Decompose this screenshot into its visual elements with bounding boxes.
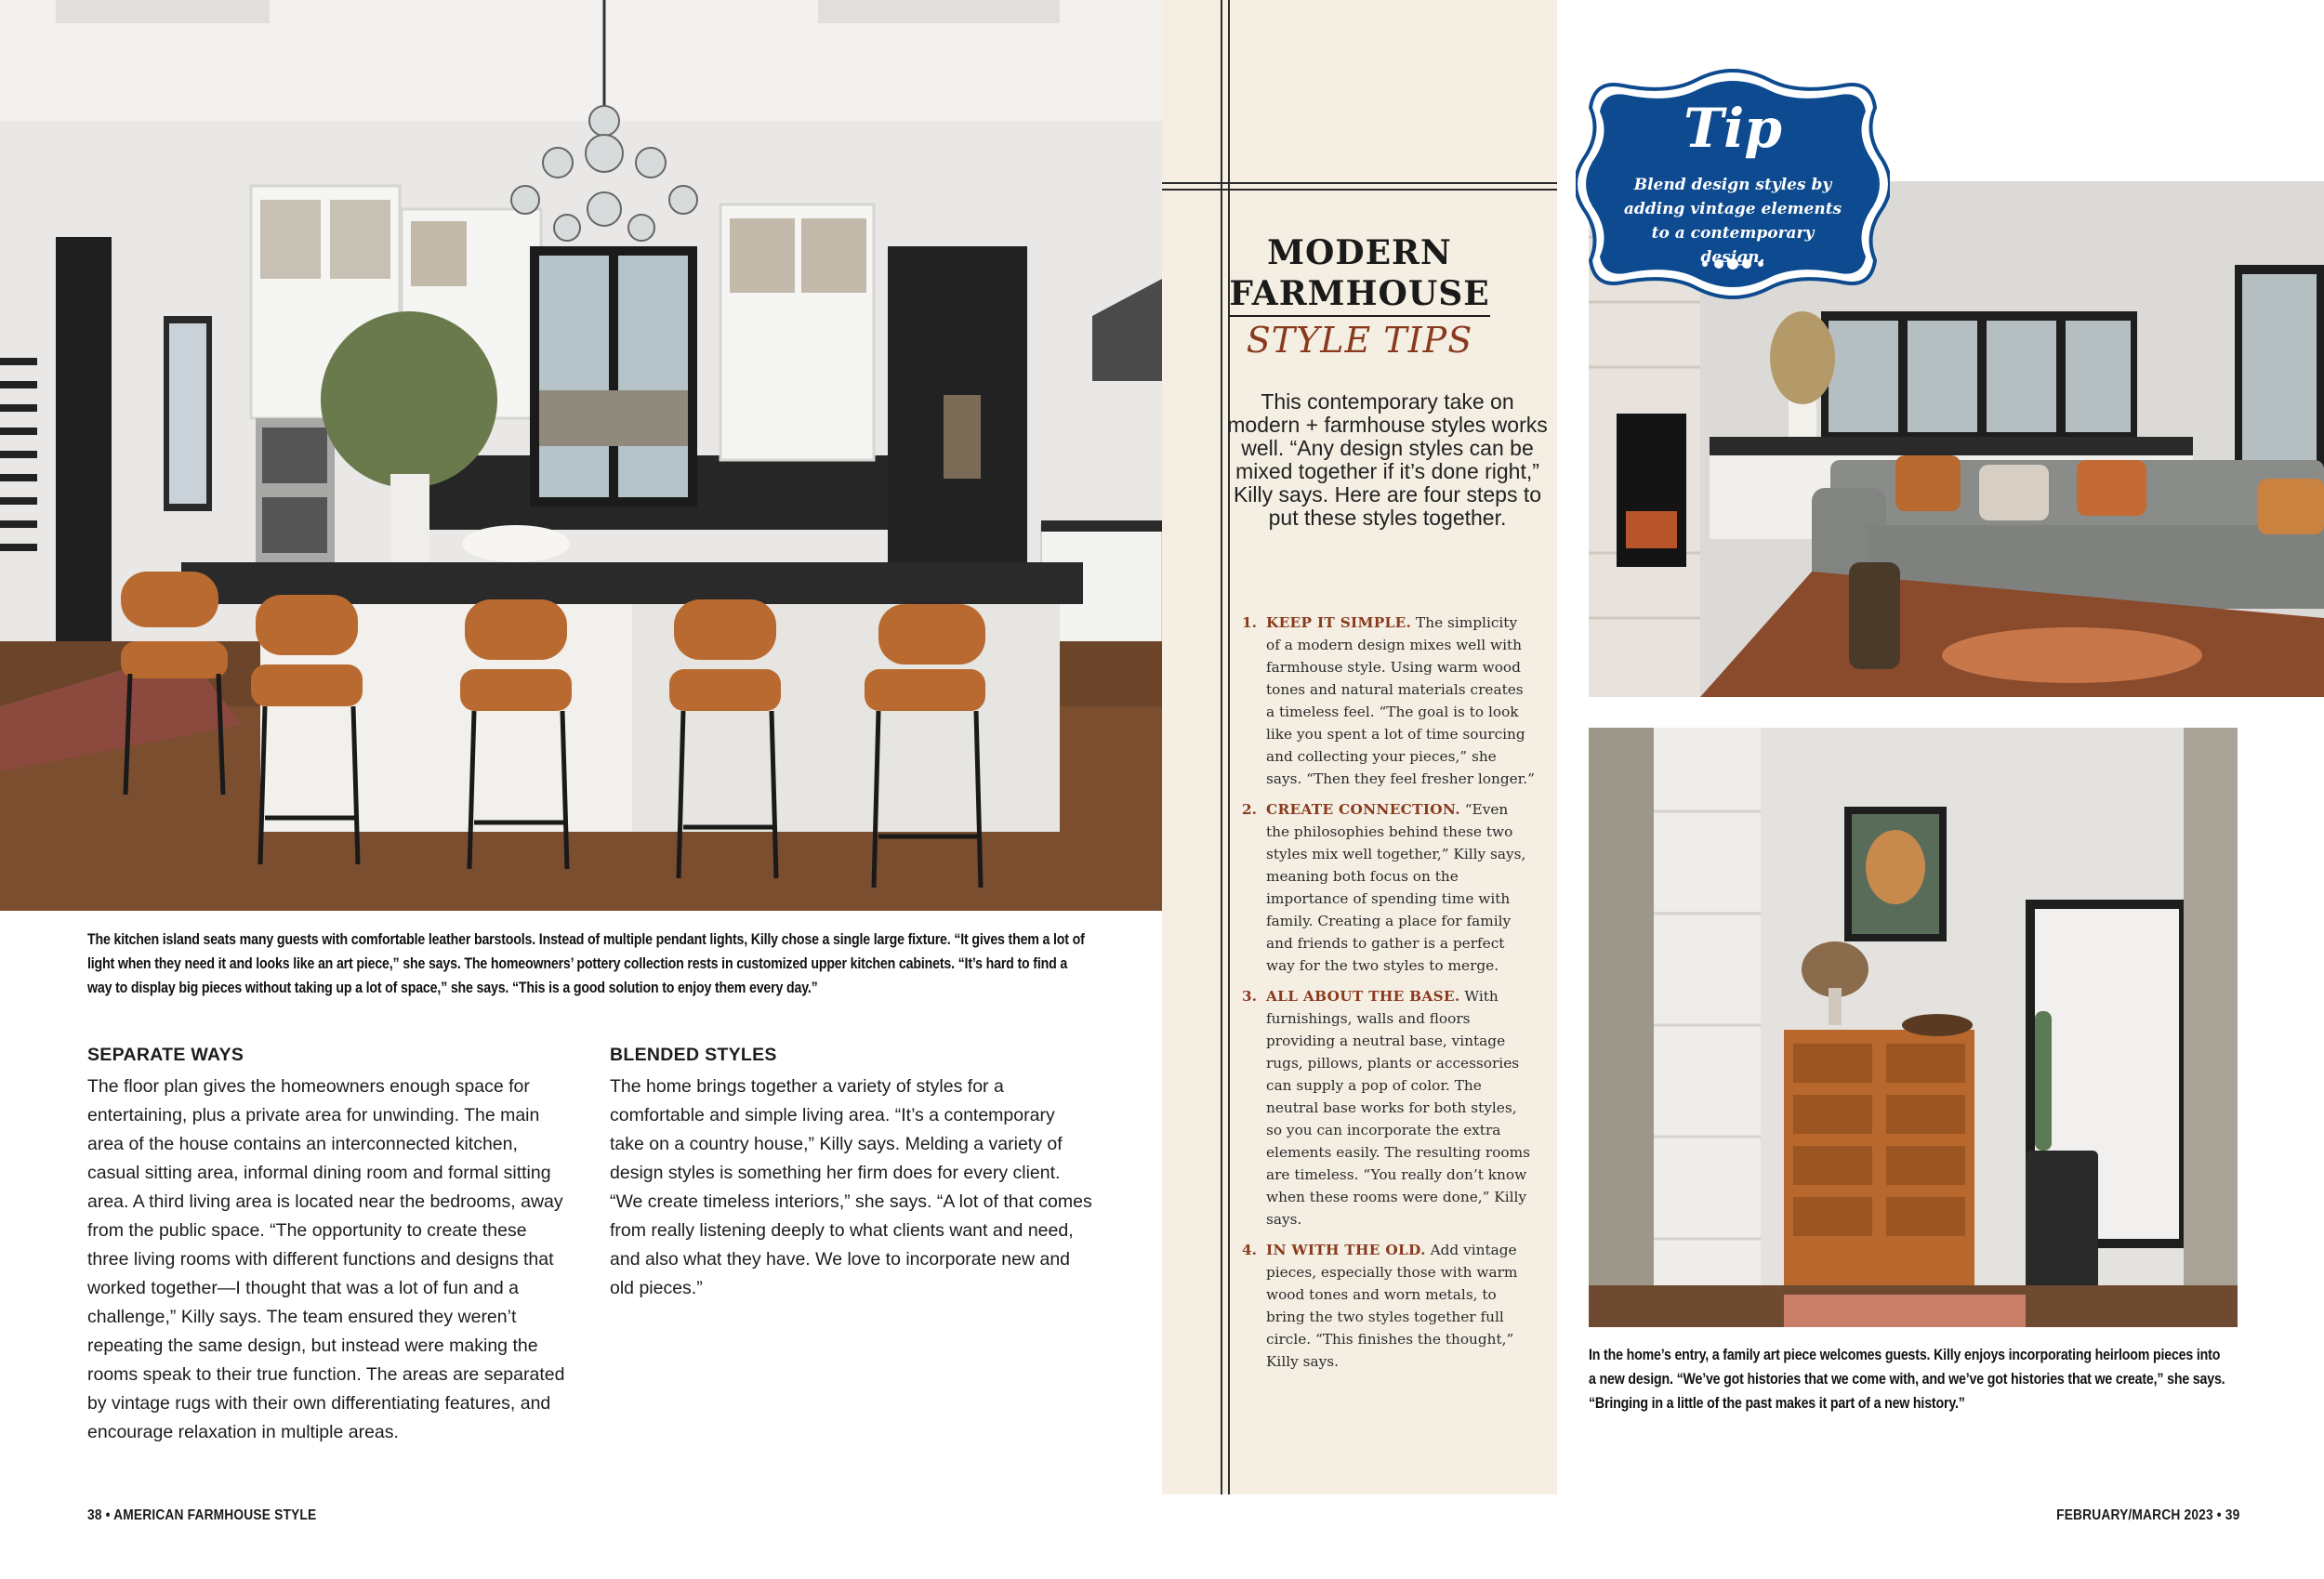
kitchen-photo	[0, 0, 1162, 911]
sidebar-title-line1: MODERN	[1267, 233, 1452, 272]
tip-text: Blend design styles by adding vintage elements to a contemporary design.	[1623, 176, 1842, 267]
sidebar-title-line3: STYLE TIPS	[1246, 320, 1473, 361]
tip-title: Tip	[1684, 97, 1782, 160]
tip-number: 2.	[1242, 801, 1257, 818]
blended-styles-body: The home brings together a variety of styles for a comfortable and simple living area. “It’s a contemporary take on a country house,” Killy says. Melding a variety of design styles is something her firm does for every client. “We create timeless interiors,” she says. “A lot of that comes from really listening deeply to what clients want and need, and also what they have. We love to incorporate new and old pieces.”	[610, 1076, 1092, 1298]
tip-number: 1.	[1242, 614, 1257, 631]
folio-right: FEBRUARY/MARCH 2023 • 39	[2055, 1507, 2239, 1523]
sidebar-title	[1162, 232, 1557, 363]
separate-ways-heading: SEPARATE WAYS	[87, 1045, 244, 1065]
sidebar-vertical-rule	[1221, 0, 1222, 1494]
tip-heading: ALL ABOUT THE BASE.	[1266, 988, 1460, 1005]
sidebar-horizontal-rule	[1162, 182, 1557, 184]
tip-item	[1242, 798, 1535, 977]
tip-text: With furnishings, walls and floors providing a neutral base, vintage rugs, pillows, plants or accessories can supply a pop of color. The neutral base works for both styles, so you can incorporate the extra elements easily. The resulting rooms are timeless. “You really don’t know when these rooms were done,” Killy says.	[1266, 988, 1530, 1228]
tip-text: “Even the philosophies behind these two styles mix well together,” Killy says, meaning both focus on the importance of spending time with family. Creating a place for family and friends to gather is a perfect way for the two styles to merge.	[1266, 801, 1526, 974]
tip-item	[1242, 612, 1535, 790]
blended-styles-heading: BLENDED STYLES	[610, 1045, 777, 1065]
sidebar-horizontal-rule	[1162, 189, 1557, 191]
entry-photo	[1589, 728, 2238, 1327]
separate-ways-article	[87, 1039, 571, 1447]
kitchen-photo-caption: The kitchen island seats many guests with comfortable leather barstools. Instead of multiple pendant lights, Killy chose a single large fixture. “It gives them a lot of light when they need it and looks like an art piece,” she says. The homeowners’ pottery collection rests in customized upper kitchen cabinets. “It’s hard to find a way to display big pieces without taking up a lot of space,” she says. “This is a good solution to enjoy them every day.”	[87, 931, 1085, 996]
tip-heading: CREATE CONNECTION.	[1266, 801, 1460, 818]
separate-ways-body: The floor plan gives the homeowners enough space for entertaining, plus a private area for unwinding. The main area of the house contains an interconnected kitchen, casual sitting area, informal dining room and formal sitting area. A third living area is located near the bedrooms, away from the public space. “The opportunity to create these three living rooms with different functions and designs that worked together—I thought that was a lot of fun and a challenge,” Killy says. The team ensured they weren’t repeating the same design, but instead were making the rooms speak to their true function. The areas are separated by vintage rugs with their own differentiating features, and encourage relaxation in multiple areas.	[87, 1076, 565, 1442]
sidebar-title-line2: FARMHOUSE	[1229, 273, 1489, 317]
sidebar-intro: This contemporary take on modern + farmhouse styles works well. “Any design styles can be mixed together if it’s done right,” Killy says. Here are four steps to put these styles together.	[1227, 389, 1548, 530]
tip-item	[1242, 985, 1535, 1230]
tip-text: Add vintage pieces, especially those with warm wood tones and worn metals, to bring the two styles together full circle. “This finishes the thought,” Killy says.	[1266, 1242, 1518, 1370]
tip-number: 3.	[1242, 988, 1257, 1005]
folio-left: 38 • AMERICAN FARMHOUSE STYLE	[87, 1507, 317, 1523]
sidebar-vertical-rule	[1228, 0, 1230, 1494]
tip-item	[1242, 1239, 1535, 1373]
tip-heading: KEEP IT SIMPLE.	[1266, 614, 1412, 631]
entry-photo-caption: In the home’s entry, a family art piece welcomes guests. Killy enjoys incorporating heirloom pieces into a new design. “We’ve got histories that we come with, and we’ve got histories that we create,” she says. “Bringing in a little of the past makes it part of a new history.”	[1589, 1347, 2225, 1412]
tip-heading: IN WITH THE OLD.	[1266, 1242, 1426, 1258]
style-tips-list	[1242, 612, 1535, 1381]
tip-number: 4.	[1242, 1242, 1257, 1258]
tip-text: The simplicity of a modern design mixes well with farmhouse style. Using warm wood tones and natural materials creates a timeless feel. “The goal is to look like you spent a lot of time sourcing and collecting your pieces,” she says. “Then they feel fresher longer.”	[1266, 614, 1535, 787]
blended-styles-article	[610, 1039, 1093, 1303]
